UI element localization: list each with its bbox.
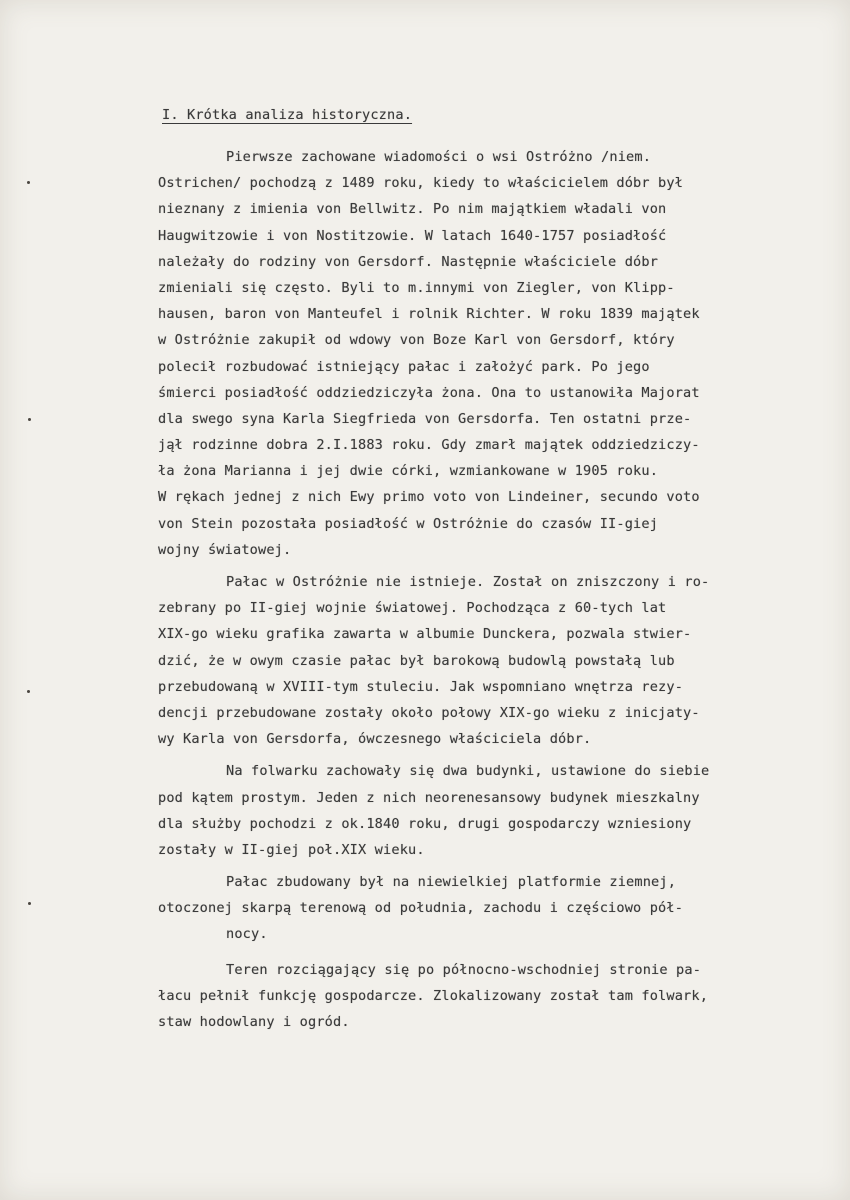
margin-dot <box>27 690 30 693</box>
text-line: XIX-go wieku grafika zawarta w albumie Dunckera, pozwala stwier- <box>158 626 692 643</box>
text-line: Pierwsze zachowane wiadomości o wsi Ostróżno /niem. <box>226 149 652 165</box>
paragraph-platform <box>158 869 838 948</box>
margin-dot <box>28 902 31 905</box>
text-line: polecił rozbudować istniejący pałac i założyć park. Po jego <box>158 358 650 375</box>
text-line: dla swego syna Karla Siegfrieda von Gersdorfa. Ten ostatni prze- <box>158 410 692 427</box>
paragraph-history <box>158 144 838 563</box>
text-line: Pałac w Ostróżnie nie istnieje. Został on zniszczony i ro- <box>226 574 710 590</box>
text-line: dencji przebudowane zostały około połowy XIX-go wieku z inicjaty- <box>158 704 700 721</box>
margin-dot <box>27 181 30 184</box>
text-line: pod kątem prostym. Jeden z nich neorenesansowy budynek mieszkalny <box>158 789 700 806</box>
text-line: staw hodowlany i ogród. <box>158 1014 350 1030</box>
text-line: zebrany po II-giej wojnie światowej. Pochodząca z 60-tych lat <box>158 600 667 617</box>
section-heading <box>158 96 838 134</box>
paragraph-grounds <box>158 957 838 1036</box>
text-line: Ostrichen/ pochodzą z 1489 roku, kiedy to właścicielem dóbr był <box>158 175 684 192</box>
text-line: Na folwarku zachowały się dwa budynki, ustawione do siebie <box>226 763 710 780</box>
text-line: von Stein pozostała posiadłość w Ostróżnie do czasów II-giej <box>158 515 659 532</box>
text-line: Teren rozciągający się po północno-wschodniej stronie pa- <box>226 961 702 978</box>
text-line: łacu pełnił funkcję gospodarcze. Zlokalizowany został tam folwark, <box>158 987 709 1004</box>
text-line: śmierci posiadłość oddziedziczyła żona. Ona to ustanowiła Majorat <box>158 384 700 401</box>
paragraph-farm <box>158 758 838 863</box>
text-line: nieznany z imienia von Bellwitz. Po nim majątkiem władali von <box>158 201 667 218</box>
text-line: przebudowaną w XVIII-tym stuleciu. Jak wspomniano wnętrza rezy- <box>158 678 684 695</box>
text-line: jął rodzinne dobra 2.I.1883 roku. Gdy zmarł majątek oddziedziczy- <box>158 437 700 454</box>
text-line: nocy. <box>226 926 268 943</box>
text-line: ła żona Marianna i jej dwie córki, wzmiankowane w 1905 roku. <box>158 463 659 480</box>
text-line: hausen, baron von Manteufel i rolnik Richter. W roku 1839 majątek <box>158 306 700 323</box>
paragraph-palace <box>158 569 838 752</box>
text-line: w Ostróżnie zakupił od wdowy von Boze Karl von Gersdorf, który <box>158 332 675 349</box>
margin-dot <box>28 418 31 421</box>
text-line: W rękach jednej z nich Ewy primo voto von Lindeiner, secundo voto <box>158 489 700 506</box>
text-line: zostały w II-giej poł.XIX wieku. <box>158 841 425 858</box>
section-heading-text: I. Krótka analiza historyczna. <box>162 107 413 123</box>
text-line: należały do rodziny von Gersdorf. Następnie właściciele dóbr <box>158 253 659 270</box>
text-line: Haugwitzowie i von Nostitzowie. W latach 1640-1757 posiadłość <box>158 227 667 244</box>
typewritten-text <box>158 96 838 1041</box>
text-line: dla służby pochodzi z ok.1840 roku, drugi gospodarczy wzniesiony <box>158 815 692 832</box>
text-line: Pałac zbudowany był na niewielkiej platformie ziemnej, <box>226 874 677 891</box>
text-line: zmieniali się często. Byli to m.innymi von Ziegler, von Klipp- <box>158 279 675 296</box>
text-line: otoczonej skarpą terenową od południa, zachodu i częściowo pół- <box>158 900 684 917</box>
text-line: dzić, że w owym czasie pałac był barokową budowlą powstałą lub <box>158 652 675 669</box>
text-line: wojny światowej. <box>158 541 292 558</box>
text-line: wy Karla von Gersdorfa, ówczesnego właściciela dóbr. <box>158 731 592 748</box>
